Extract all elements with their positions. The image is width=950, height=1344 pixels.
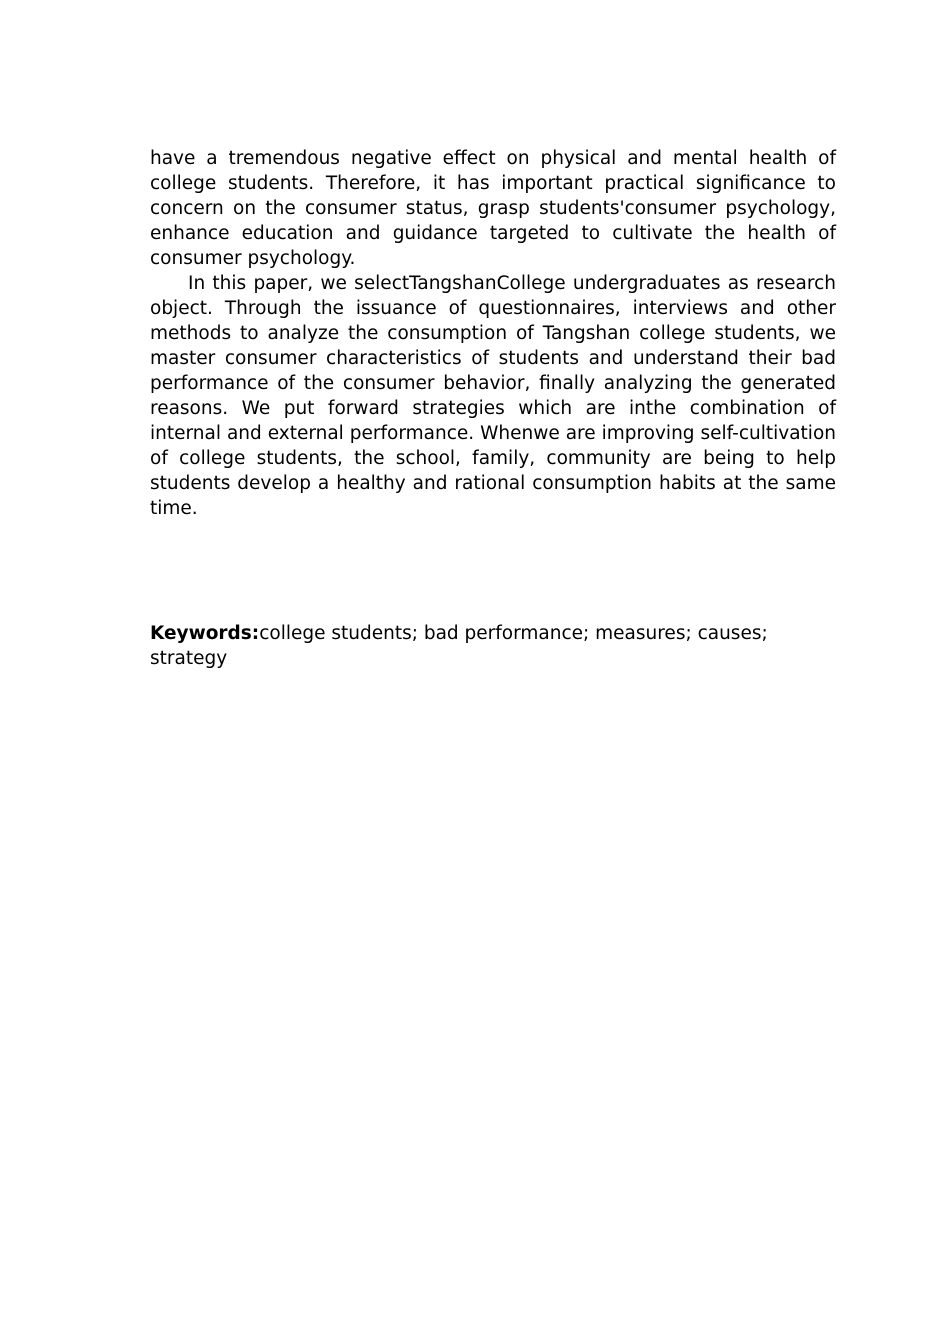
keywords-text: college students; bad performance; measures; causes; strategy <box>150 623 768 669</box>
keywords-line <box>150 621 836 671</box>
abstract-paragraph-continued: have a tremendous negative effect on physical and mental health of college students. Therefore, it has important practical significance to concern on the consumer status, grasp students'consumer psychology, enhance education and guidance targeted to cultivate the health of consumer psychology. <box>150 148 836 269</box>
document-page <box>150 146 836 671</box>
abstract-paragraph-method: In this paper, we selectTangshanCollege undergraduates as research object. Through the issuance of questionnaires, interviews and other methods to analyze the consumption of Tangshan college students, we master consumer characteristics of students and understand their bad performance of the consumer behavior, finally analyzing the generated reasons. We put forward strategies which are inthe combination of internal and external performance. Whenwe are improving self-cultivation of college students, the school, family, community are being to help students develop a healthy and rational consumption habits at the same time. <box>150 273 836 519</box>
keywords-label: Keywords: <box>150 623 260 644</box>
